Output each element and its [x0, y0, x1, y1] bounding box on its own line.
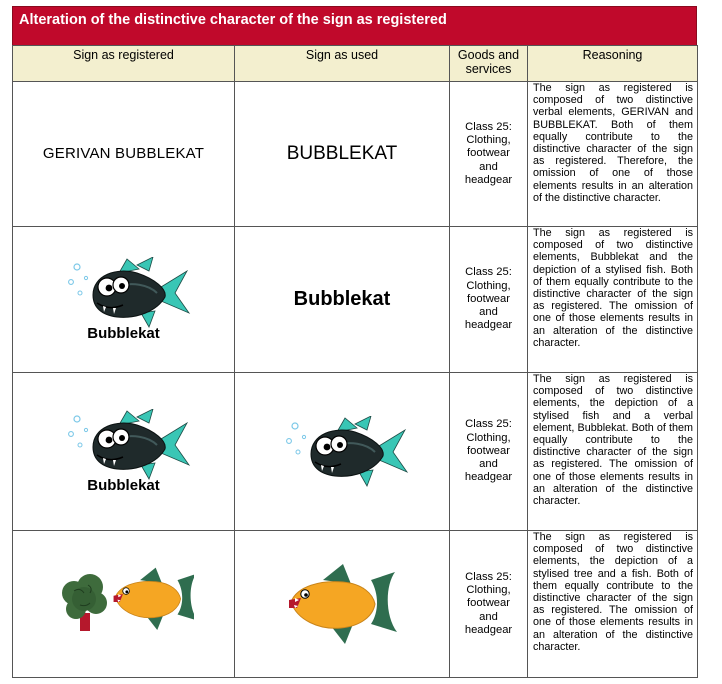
registered-sign-cell — [13, 82, 235, 227]
table-row — [13, 227, 698, 373]
goods-item: headgear — [464, 319, 513, 332]
table-row — [13, 373, 698, 531]
goods-item: Clothing, — [466, 431, 511, 444]
used-sign-cell — [235, 227, 450, 373]
goods-item: footwear — [467, 292, 510, 305]
goods-item: headgear — [464, 623, 513, 636]
goods-item: and — [479, 160, 498, 173]
goods-item: and — [479, 458, 498, 471]
goods-cell — [450, 227, 528, 373]
used-sign-cell — [235, 82, 450, 227]
header-goods-services — [450, 46, 528, 82]
goods-class: Class 25: — [465, 418, 512, 431]
registered-logo-caption: Bubblekat — [87, 477, 160, 494]
comparison-table — [12, 45, 698, 678]
goods-item: footwear — [467, 147, 510, 160]
bubble-fish-icon — [57, 409, 191, 481]
header-row — [13, 46, 698, 82]
goods-item: footwear — [467, 597, 510, 610]
tree-icon — [62, 574, 107, 631]
decision-table-container — [12, 6, 697, 678]
goods-item: Clothing, — [466, 134, 511, 147]
header-goods-line2: services — [465, 62, 512, 76]
goods-class: Class 25: — [465, 266, 512, 279]
goods-item: and — [479, 610, 498, 623]
registered-logo-caption: Bubblekat — [87, 325, 160, 342]
table-row — [13, 82, 698, 227]
goods-cell — [450, 82, 528, 227]
used-sign-cell — [235, 373, 450, 531]
table-row — [13, 531, 698, 678]
goods-item: headgear — [464, 173, 513, 186]
reasoning-cell: The sign as registered is composed of two distinctive elements, Bubblekat and the depiction of a stylised fish. Both of them equally contribute to the distinctive character of the sign as registered. The omission of one of those elements results in an alteration of the distinctive character. — [528, 227, 698, 373]
goods-item: Clothing, — [466, 584, 511, 597]
goods-item: and — [479, 306, 498, 319]
table-title: Alteration of the distinctive character of the sign as registered — [12, 6, 697, 45]
registered-sign-cell — [13, 531, 235, 678]
yellow-fish-icon — [113, 568, 193, 630]
goods-class: Class 25: — [465, 120, 512, 133]
reasoning-cell: The sign as registered is composed of two distinctive verbal elements, GERIVAN and BUBBLEKAT. Both of them equally contribute to the distinctive character of the sign as registered. Therefore, the omission of one of those elements results in an alteration of the distinctive character. — [528, 82, 698, 227]
registered-word-mark: GERIVAN BUBBLEKAT — [42, 145, 205, 162]
registered-sign-cell — [13, 373, 235, 531]
bubble-fish-icon — [275, 416, 409, 488]
goods-item: Clothing, — [466, 279, 511, 292]
used-word-mark: BUBBLEKAT — [286, 143, 398, 164]
goods-cell — [450, 373, 528, 531]
goods-cell — [450, 531, 528, 678]
used-sign-cell — [235, 531, 450, 678]
bubble-fish-icon — [57, 257, 191, 329]
used-word-mark: Bubblekat — [293, 288, 391, 310]
reasoning-cell: The sign as registered is composed of two distinctive elements, the depiction of a stylised fish and a verbal element, Bubblekat. Both of them equally contribute to the distinctive character of the sign as registered. The omission of one of those elements results in an alteration of the distinctive character. — [528, 373, 698, 531]
goods-class: Class 25: — [465, 570, 512, 583]
goods-item: footwear — [467, 444, 510, 457]
reasoning-cell: The sign as registered is composed of two distinctive elements, the depiction of a stylised tree and a fish. Both of them equally contribute to the distinctive character of the sign as registered. The omission of one of those elements results in an alteration of the distinctive character. — [528, 531, 698, 678]
header-reasoning: Reasoning — [528, 46, 698, 82]
header-goods-line1: Goods and — [457, 48, 520, 62]
registered-sign-cell — [13, 227, 235, 373]
goods-item: headgear — [464, 471, 513, 484]
tree-and-fish-logo — [54, 563, 194, 645]
yellow-fish-icon — [282, 562, 402, 646]
header-sign-used: Sign as used — [235, 46, 450, 82]
header-sign-registered: Sign as registered — [13, 46, 235, 82]
